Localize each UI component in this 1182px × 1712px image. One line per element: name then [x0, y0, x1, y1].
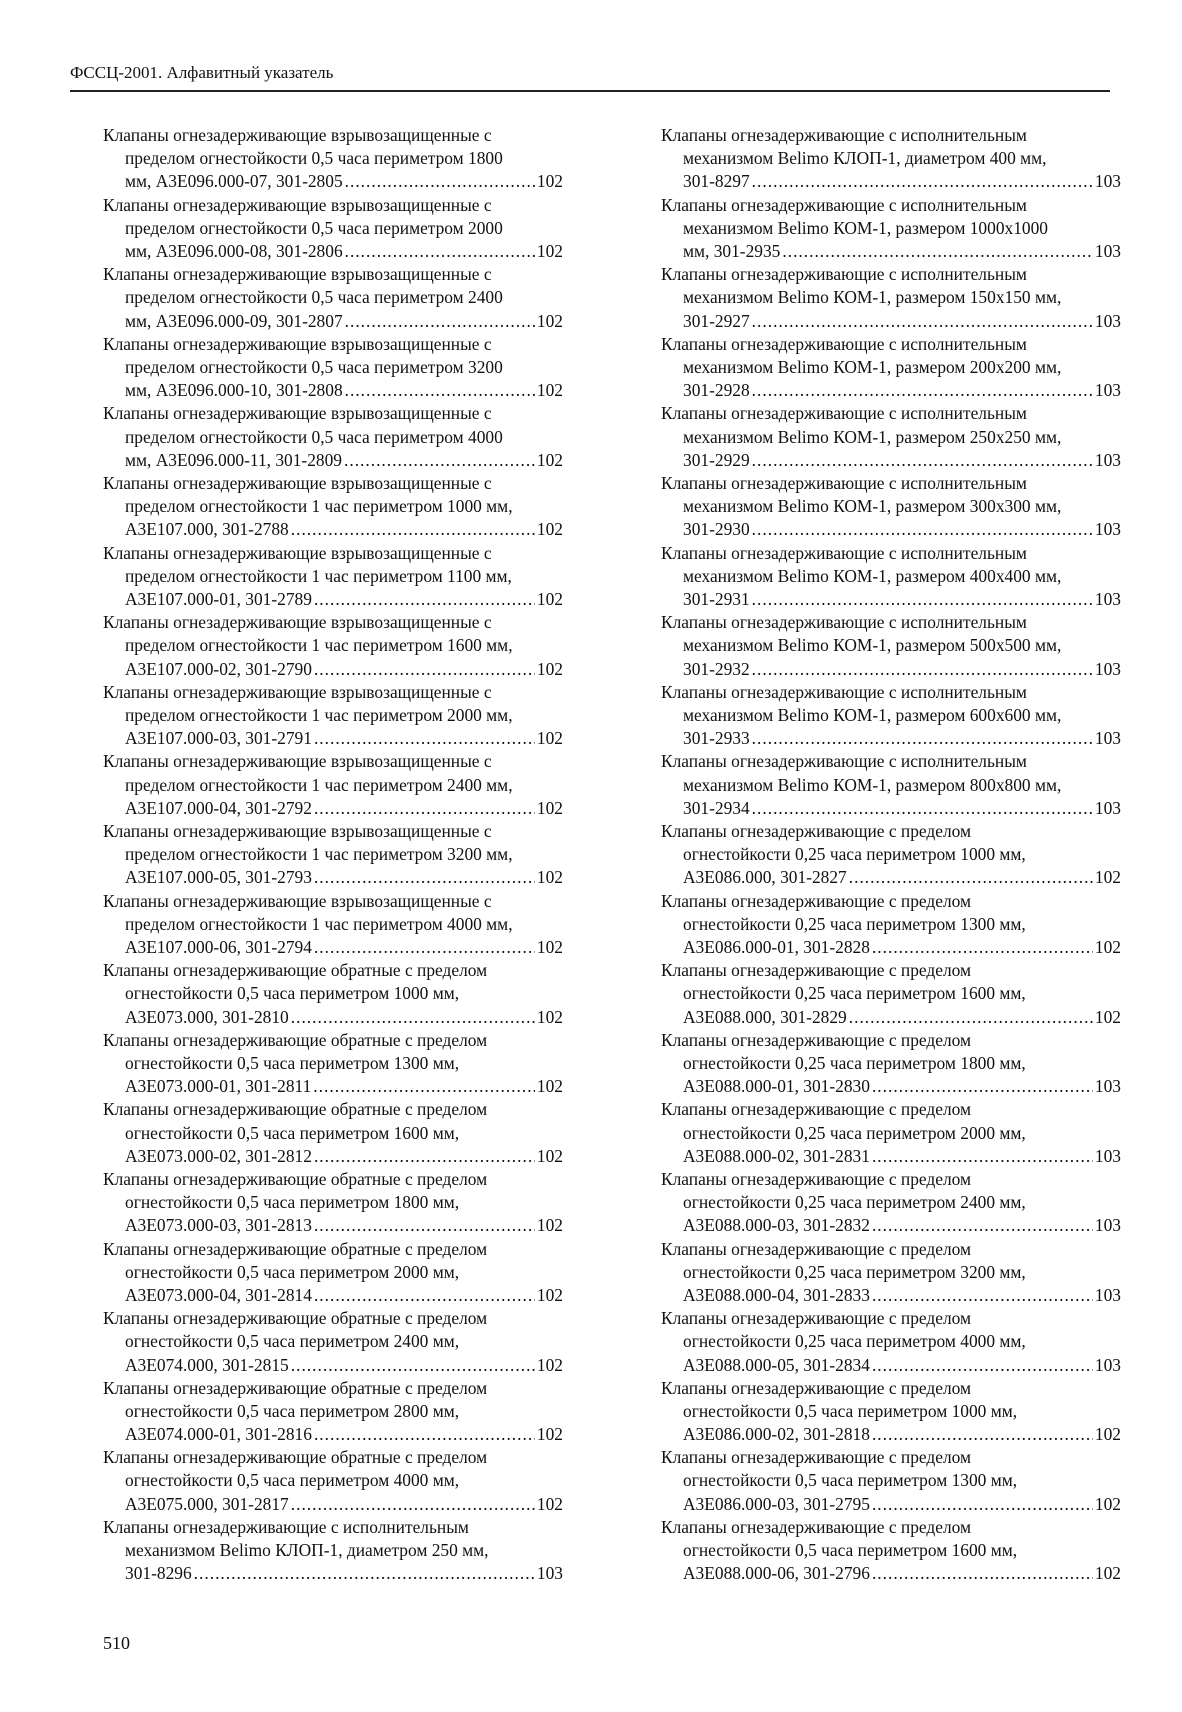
index-column-left — [103, 124, 563, 1585]
entry-code: А3Е107.000-06, 301-2794 — [125, 936, 312, 957]
entry-code: 301-2929 — [683, 449, 750, 470]
entry-page-ref: 102 — [1094, 867, 1121, 888]
index-entry — [103, 402, 563, 472]
index-entry — [661, 194, 1121, 264]
entry-reference-line — [661, 936, 1121, 959]
dot-leader — [752, 518, 1093, 541]
dot-leader — [345, 240, 535, 263]
entry-code: А3Е107.000, 301-2788 — [125, 519, 289, 540]
entry-page-ref: 103 — [536, 1563, 563, 1584]
dot-leader — [314, 588, 535, 611]
entry-description-line: огнестойкости 0,25 часа периметром 2400 мм, — [683, 1192, 1026, 1213]
entry-page-ref: 102 — [536, 171, 563, 192]
dot-leader — [752, 727, 1093, 750]
entry-page-ref: 102 — [536, 1006, 563, 1027]
dot-leader — [752, 449, 1093, 472]
entry-description-line: огнестойкости 0,5 часа периметром 2000 мм, — [125, 1261, 460, 1282]
entry-reference-line — [661, 1562, 1121, 1585]
entry-reference-line — [103, 658, 563, 681]
entry-description-line: пределом огнестойкости 1 час периметром 3200 мм, — [125, 844, 513, 865]
index-entry — [661, 1168, 1121, 1238]
entry-reference-line — [661, 379, 1121, 402]
entry-code: мм, А3Е096.000-09, 301-2807 — [125, 310, 343, 331]
entry-code: 301-2927 — [683, 310, 750, 331]
index-entry — [661, 472, 1121, 542]
entry-description-line: пределом огнестойкости 0,5 часа периметром 1800 — [125, 148, 503, 169]
entry-code: А3Е073.000-01, 301-2811 — [125, 1076, 312, 1097]
entry-page-ref: 103 — [1094, 1076, 1121, 1097]
entry-page-ref: 103 — [1094, 728, 1121, 749]
entry-code: А3Е075.000, 301-2817 — [125, 1493, 289, 1514]
entry-code: А3Е088.000-03, 301-2832 — [683, 1215, 870, 1236]
index-entry — [103, 611, 563, 681]
dot-leader — [872, 1145, 1093, 1168]
entry-page-ref: 102 — [1094, 1563, 1121, 1584]
entry-title-line: Клапаны огнезадерживающие с пределом — [661, 1168, 971, 1189]
entry-title-line: Клапаны огнезадерживающие с исполнительным — [661, 542, 1027, 563]
entry-description-line: пределом огнестойкости 1 час периметром 2000 мм, — [125, 704, 513, 725]
index-entry — [103, 1098, 563, 1168]
dot-leader — [194, 1562, 535, 1585]
entry-page-ref: 102 — [536, 936, 563, 957]
entry-reference-line — [661, 727, 1121, 750]
index-entry — [103, 681, 563, 751]
index-entry — [661, 1098, 1121, 1168]
index-entry — [103, 333, 563, 403]
dot-leader — [872, 1423, 1093, 1446]
dot-leader — [291, 1354, 535, 1377]
dot-leader — [872, 1284, 1093, 1307]
index-entry — [661, 1238, 1121, 1308]
entry-code: А3Е086.000-02, 301-2818 — [683, 1424, 870, 1445]
entry-code: А3Е107.000-04, 301-2792 — [125, 797, 312, 818]
entry-description-line: огнестойкости 0,5 часа периметром 4000 мм, — [125, 1470, 460, 1491]
index-entry — [103, 1168, 563, 1238]
entry-description-line: механизмом Belimo КОМ-1, размером 800х800 мм, — [683, 774, 1062, 795]
entry-code: А3Е073.000, 301-2810 — [125, 1006, 289, 1027]
index-entry — [103, 472, 563, 542]
index-entry — [661, 1446, 1121, 1516]
running-header: ФССЦ-2001. Алфавитный указатель — [70, 63, 334, 82]
entry-title-line: Клапаны огнезадерживающие обратные с пределом — [103, 1447, 488, 1468]
entry-page-ref: 103 — [1094, 171, 1121, 192]
page-number: 510 — [103, 1633, 130, 1653]
index-entry — [661, 1029, 1121, 1099]
entry-title-line: Клапаны огнезадерживающие с пределом — [661, 1377, 971, 1398]
entry-description-line: огнестойкости 0,25 часа периметром 1000 мм, — [683, 844, 1026, 865]
entry-reference-line — [103, 1354, 563, 1377]
dot-leader — [752, 379, 1093, 402]
entry-code: А3Е107.000-05, 301-2793 — [125, 867, 312, 888]
entry-page-ref: 102 — [536, 1145, 563, 1166]
entry-page-ref: 102 — [536, 1215, 563, 1236]
entry-title-line: Клапаны огнезадерживающие с исполнительным — [661, 403, 1027, 424]
index-entry — [661, 124, 1121, 194]
entry-description-line: огнестойкости 0,5 часа периметром 1300 мм, — [125, 1052, 460, 1073]
entry-title-line: Клапаны огнезадерживающие с пределом — [661, 820, 971, 841]
entry-page-ref: 103 — [1094, 1215, 1121, 1236]
dot-leader — [291, 1493, 535, 1516]
dot-leader — [872, 1562, 1093, 1585]
entry-code: мм, А3Е096.000-11, 301-2809 — [125, 449, 342, 470]
entry-page-ref: 102 — [536, 797, 563, 818]
entry-title-line: Клапаны огнезадерживающие с исполнительным — [661, 194, 1027, 215]
entry-code: 301-2928 — [683, 380, 750, 401]
dot-leader — [872, 1214, 1093, 1237]
index-entry — [661, 611, 1121, 681]
dot-leader — [314, 727, 535, 750]
entry-page-ref: 102 — [536, 310, 563, 331]
dot-leader — [345, 170, 535, 193]
index-entry — [661, 1377, 1121, 1447]
entry-reference-line — [661, 240, 1121, 263]
entry-code: мм, А3Е096.000-10, 301-2808 — [125, 380, 343, 401]
entry-page-ref: 102 — [1094, 1424, 1121, 1445]
entry-description-line: огнестойкости 0,25 часа периметром 2000 мм, — [683, 1122, 1026, 1143]
index-entry — [661, 263, 1121, 333]
entry-code: А3Е088.000-01, 301-2830 — [683, 1076, 870, 1097]
entry-description-line: огнестойкости 0,5 часа периметром 1000 мм, — [683, 1400, 1018, 1421]
entry-reference-line — [661, 1075, 1121, 1098]
entry-code: 301-2934 — [683, 797, 750, 818]
entry-reference-line — [661, 1493, 1121, 1516]
entry-reference-line — [661, 1214, 1121, 1237]
entry-reference-line — [103, 727, 563, 750]
dot-leader — [782, 240, 1093, 263]
entry-reference-line — [661, 170, 1121, 193]
entry-description-line: пределом огнестойкости 1 час периметром 1100 мм, — [125, 565, 512, 586]
entry-code: А3Е107.000-01, 301-2789 — [125, 588, 312, 609]
index-entry — [103, 959, 563, 1029]
index-entry — [103, 542, 563, 612]
dot-leader — [314, 1145, 535, 1168]
entry-title-line: Клапаны огнезадерживающие взрывозащищенные с — [103, 890, 492, 911]
index-entry — [661, 890, 1121, 960]
entry-page-ref: 103 — [1094, 1354, 1121, 1375]
entry-code: 301-2931 — [683, 588, 750, 609]
entry-reference-line — [661, 1423, 1121, 1446]
entry-page-ref: 102 — [536, 380, 563, 401]
entry-reference-line — [103, 240, 563, 263]
entry-code: мм, 301-2935 — [683, 241, 781, 261]
dot-leader — [345, 379, 535, 402]
entry-code: мм, А3Е096.000-08, 301-2806 — [125, 241, 343, 261]
entry-page-ref: 103 — [1094, 1284, 1121, 1305]
index-entry — [661, 959, 1121, 1029]
dot-leader — [345, 310, 535, 333]
entry-title-line: Клапаны огнезадерживающие с исполнительным — [661, 681, 1027, 702]
entry-page-ref: 103 — [1094, 519, 1121, 540]
entry-page-ref: 103 — [1094, 241, 1121, 261]
entry-title-line: Клапаны огнезадерживающие с исполнительным — [661, 264, 1027, 285]
entry-page-ref: 102 — [536, 658, 563, 679]
dot-leader — [872, 1493, 1093, 1516]
entry-code: мм, А3Е096.000-07, 301-2805 — [125, 171, 343, 192]
index-entry — [661, 1516, 1121, 1586]
index-entry — [103, 1029, 563, 1099]
index-entry — [103, 1516, 563, 1586]
entry-description-line: механизмом Belimo КОМ-1, размером 250х250 мм, — [683, 426, 1062, 447]
entry-description-line: огнестойкости 0,25 часа периметром 3200 мм, — [683, 1261, 1026, 1282]
entry-reference-line — [661, 1006, 1121, 1029]
entry-code: А3Е073.000-04, 301-2814 — [125, 1284, 312, 1305]
entry-description-line: огнестойкости 0,5 часа периметром 1000 мм, — [125, 983, 460, 1004]
entry-code: А3Е086.000, 301-2827 — [683, 867, 847, 888]
entry-reference-line — [103, 518, 563, 541]
entry-title-line: Клапаны огнезадерживающие взрывозащищенные с — [103, 472, 492, 493]
entry-page-ref: 102 — [1094, 1493, 1121, 1514]
entry-reference-line — [661, 658, 1121, 681]
entry-title-line: Клапаны огнезадерживающие с пределом — [661, 890, 971, 911]
entry-code: А3Е073.000-02, 301-2812 — [125, 1145, 312, 1166]
entry-page-ref: 103 — [1094, 1145, 1121, 1166]
entry-code: А3Е088.000, 301-2829 — [683, 1006, 847, 1027]
entry-reference-line — [661, 588, 1121, 611]
entry-reference-line — [103, 936, 563, 959]
dot-leader — [314, 1284, 535, 1307]
entry-description-line: огнестойкости 0,5 часа периметром 2400 мм, — [125, 1331, 460, 1352]
entry-description-line: механизмом Belimo КОМ-1, размером 150х150 мм, — [683, 287, 1062, 308]
entry-title-line: Клапаны огнезадерживающие взрывозащищенные с — [103, 194, 492, 215]
index-entry — [661, 1307, 1121, 1377]
entry-title-line: Клапаны огнезадерживающие обратные с пределом — [103, 1029, 488, 1050]
entry-page-ref: 103 — [1094, 310, 1121, 331]
entry-title-line: Клапаны огнезадерживающие взрывозащищенные с — [103, 264, 492, 285]
dot-leader — [314, 936, 535, 959]
dot-leader — [314, 1214, 535, 1237]
entry-code: А3Е088.000-04, 301-2833 — [683, 1284, 870, 1305]
entry-description-line: механизмом Belimo КОМ-1, размером 600х600 мм, — [683, 704, 1062, 725]
entry-description-line: пределом огнестойкости 1 час периметром 2400 мм, — [125, 774, 513, 795]
entry-page-ref: 102 — [536, 241, 563, 261]
entry-description-line: пределом огнестойкости 0,5 часа периметром 2400 — [125, 287, 503, 308]
dot-leader — [291, 518, 535, 541]
entry-title-line: Клапаны огнезадерживающие взрывозащищенные с — [103, 751, 492, 772]
entry-description-line: пределом огнестойкости 1 час периметром 1000 мм, — [125, 496, 513, 517]
index-entry — [103, 194, 563, 264]
index-entry — [661, 402, 1121, 472]
entry-description-line: огнестойкости 0,25 часа периметром 1600 мм, — [683, 983, 1026, 1004]
entry-page-ref: 103 — [1094, 449, 1121, 470]
header-divider — [70, 90, 1110, 92]
index-entry — [103, 1238, 563, 1308]
entry-reference-line — [103, 1145, 563, 1168]
entry-page-ref: 102 — [1094, 1006, 1121, 1027]
index-column-right — [661, 124, 1121, 1585]
entry-code: А3Е088.000-06, 301-2796 — [683, 1563, 870, 1584]
dot-leader — [344, 449, 535, 472]
entry-reference-line — [103, 866, 563, 889]
dot-leader — [752, 797, 1093, 820]
index-entry — [103, 1377, 563, 1447]
entry-reference-line — [661, 797, 1121, 820]
dot-leader — [752, 588, 1093, 611]
entry-reference-line — [103, 1075, 563, 1098]
entry-page-ref: 102 — [536, 728, 563, 749]
entry-page-ref: 102 — [536, 449, 563, 470]
dot-leader — [752, 658, 1093, 681]
entry-code: А3Е073.000-03, 301-2813 — [125, 1215, 312, 1236]
index-entry — [661, 750, 1121, 820]
entry-title-line: Клапаны огнезадерживающие обратные с пределом — [103, 1308, 488, 1329]
entry-description-line: механизмом Belimo КОМ-1, размером 200х200 мм, — [683, 356, 1062, 377]
entry-description-line: огнестойкости 0,25 часа периметром 4000 мм, — [683, 1331, 1026, 1352]
entry-page-ref: 102 — [536, 867, 563, 888]
dot-leader — [291, 1006, 535, 1029]
entry-title-line: Клапаны огнезадерживающие с исполнительным — [661, 612, 1027, 633]
index-entry — [103, 820, 563, 890]
entry-reference-line — [103, 1493, 563, 1516]
entry-reference-line — [103, 797, 563, 820]
dot-leader — [872, 1075, 1093, 1098]
entry-description-line: огнестойкости 0,5 часа периметром 1600 мм, — [683, 1540, 1018, 1561]
entry-description-line: механизмом Belimo КЛОП-1, диаметром 250 мм, — [125, 1540, 489, 1561]
entry-reference-line — [103, 379, 563, 402]
entry-page-ref: 103 — [1094, 380, 1121, 401]
entry-title-line: Клапаны огнезадерживающие с пределом — [661, 1238, 971, 1259]
entry-code: А3Е086.000-03, 301-2795 — [683, 1493, 870, 1514]
dot-leader — [314, 658, 535, 681]
entry-page-ref: 102 — [1094, 936, 1121, 957]
index-entry — [103, 750, 563, 820]
entry-title-line: Клапаны огнезадерживающие взрывозащищенные с — [103, 333, 492, 354]
entry-title-line: Клапаны огнезадерживающие обратные с пределом — [103, 1377, 488, 1398]
index-entry — [661, 542, 1121, 612]
entry-page-ref: 103 — [1094, 658, 1121, 679]
index-entry — [103, 890, 563, 960]
entry-reference-line — [103, 1006, 563, 1029]
index-entry — [103, 124, 563, 194]
entry-description-line: механизмом Belimo КОМ-1, размером 1000х1000 — [683, 217, 1048, 238]
entry-description-line: механизмом Belimo КЛОП-1, диаметром 400 мм, — [683, 148, 1047, 169]
index-entry — [661, 333, 1121, 403]
entry-page-ref: 102 — [536, 588, 563, 609]
entry-code: А3Е088.000-02, 301-2831 — [683, 1145, 870, 1166]
entry-title-line: Клапаны огнезадерживающие взрывозащищенные с — [103, 403, 492, 424]
entry-reference-line — [103, 1214, 563, 1237]
entry-reference-line — [103, 588, 563, 611]
entry-page-ref: 103 — [1094, 588, 1121, 609]
entry-title-line: Клапаны огнезадерживающие с исполнительным — [661, 125, 1027, 145]
entry-title-line: Клапаны огнезадерживающие взрывозащищенные с — [103, 125, 492, 145]
entry-code: 301-8297 — [683, 171, 750, 192]
dot-leader — [752, 310, 1093, 333]
entry-description-line: огнестойкости 0,5 часа периметром 1800 мм, — [125, 1192, 460, 1213]
entry-reference-line — [103, 170, 563, 193]
dot-leader — [752, 170, 1093, 193]
entry-title-line: Клапаны огнезадерживающие с исполнительным — [661, 751, 1027, 772]
dot-leader — [872, 936, 1093, 959]
entry-description-line: механизмом Belimo КОМ-1, размером 500х500 мм, — [683, 635, 1062, 656]
entry-code: 301-8296 — [125, 1563, 192, 1584]
entry-description-line: пределом огнестойкости 0,5 часа периметром 3200 — [125, 356, 503, 377]
entry-reference-line — [661, 310, 1121, 333]
dot-leader — [314, 1423, 535, 1446]
entry-description-line: механизмом Belimo КОМ-1, размером 300х300 мм, — [683, 496, 1062, 517]
entry-description-line: пределом огнестойкости 1 час периметром 1600 мм, — [125, 635, 513, 656]
entry-page-ref: 102 — [536, 1493, 563, 1514]
entry-title-line: Клапаны огнезадерживающие обратные с пределом — [103, 960, 488, 981]
entry-code: А3Е107.000-02, 301-2790 — [125, 658, 312, 679]
entry-description-line: огнестойкости 0,5 часа периметром 1300 мм, — [683, 1470, 1018, 1491]
entry-reference-line — [661, 449, 1121, 472]
entry-page-ref: 102 — [536, 1284, 563, 1305]
entry-code: А3Е086.000-01, 301-2828 — [683, 936, 870, 957]
entry-description-line: механизмом Belimo КОМ-1, размером 400х400 мм, — [683, 565, 1062, 586]
index-entry — [661, 820, 1121, 890]
entry-title-line: Клапаны огнезадерживающие взрывозащищенные с — [103, 681, 492, 702]
entry-reference-line — [103, 449, 563, 472]
entry-title-line: Клапаны огнезадерживающие с пределом — [661, 1029, 971, 1050]
entry-description-line: огнестойкости 0,25 часа периметром 1300 мм, — [683, 913, 1026, 934]
entry-title-line: Клапаны огнезадерживающие с пределом — [661, 1099, 971, 1120]
dot-leader — [314, 866, 535, 889]
entry-page-ref: 102 — [536, 1424, 563, 1445]
entry-reference-line — [103, 1423, 563, 1446]
entry-reference-line — [661, 1284, 1121, 1307]
dot-leader — [849, 1006, 1093, 1029]
entry-reference-line — [661, 866, 1121, 889]
entry-title-line: Клапаны огнезадерживающие обратные с пределом — [103, 1099, 488, 1120]
entry-reference-line — [661, 518, 1121, 541]
entry-code: А3Е088.000-05, 301-2834 — [683, 1354, 870, 1375]
index-entry — [103, 1307, 563, 1377]
entry-page-ref: 102 — [536, 1076, 563, 1097]
entry-description-line: огнестойкости 0,5 часа периметром 1600 мм, — [125, 1122, 460, 1143]
entry-title-line: Клапаны огнезадерживающие с пределом — [661, 1447, 971, 1468]
dot-leader — [872, 1354, 1093, 1377]
entry-title-line: Клапаны огнезадерживающие обратные с пределом — [103, 1168, 488, 1189]
entry-description-line: огнестойкости 0,5 часа периметром 2800 мм, — [125, 1400, 460, 1421]
entry-page-ref: 102 — [536, 519, 563, 540]
entry-title-line: Клапаны огнезадерживающие с пределом — [661, 1308, 971, 1329]
entry-title-line: Клапаны огнезадерживающие с пределом — [661, 1516, 971, 1537]
entry-code: 301-2932 — [683, 658, 750, 679]
entry-code: А3Е074.000, 301-2815 — [125, 1354, 289, 1375]
entry-title-line: Клапаны огнезадерживающие взрывозащищенные с — [103, 542, 492, 563]
dot-leader — [314, 797, 535, 820]
entry-title-line: Клапаны огнезадерживающие с исполнительным — [103, 1516, 469, 1537]
entry-description-line: пределом огнестойкости 0,5 часа периметром 2000 — [125, 217, 503, 238]
entry-page-ref: 103 — [1094, 797, 1121, 818]
dot-leader — [849, 866, 1093, 889]
index-entry — [103, 263, 563, 333]
dot-leader — [313, 1075, 535, 1098]
index-entry — [661, 681, 1121, 751]
entry-title-line: Клапаны огнезадерживающие с пределом — [661, 960, 971, 981]
entry-page-ref: 102 — [536, 1354, 563, 1375]
entry-title-line: Клапаны огнезадерживающие с исполнительным — [661, 333, 1027, 354]
entry-code: А3Е074.000-01, 301-2816 — [125, 1424, 312, 1445]
entry-code: 301-2930 — [683, 519, 750, 540]
entry-reference-line — [103, 310, 563, 333]
entry-description-line: огнестойкости 0,25 часа периметром 1800 мм, — [683, 1052, 1026, 1073]
entry-title-line: Клапаны огнезадерживающие взрывозащищенные с — [103, 820, 492, 841]
entry-reference-line — [103, 1562, 563, 1585]
entry-title-line: Клапаны огнезадерживающие с исполнительным — [661, 472, 1027, 493]
entry-reference-line — [103, 1284, 563, 1307]
entry-description-line: пределом огнестойкости 0,5 часа периметром 4000 — [125, 426, 503, 447]
entry-description-line: пределом огнестойкости 1 час периметром 4000 мм, — [125, 913, 513, 934]
entry-title-line: Клапаны огнезадерживающие обратные с пределом — [103, 1238, 488, 1259]
entry-reference-line — [661, 1354, 1121, 1377]
entry-title-line: Клапаны огнезадерживающие взрывозащищенные с — [103, 612, 492, 633]
entry-code: 301-2933 — [683, 728, 750, 749]
entry-reference-line — [661, 1145, 1121, 1168]
index-entry — [103, 1446, 563, 1516]
entry-code: А3Е107.000-03, 301-2791 — [125, 728, 312, 749]
